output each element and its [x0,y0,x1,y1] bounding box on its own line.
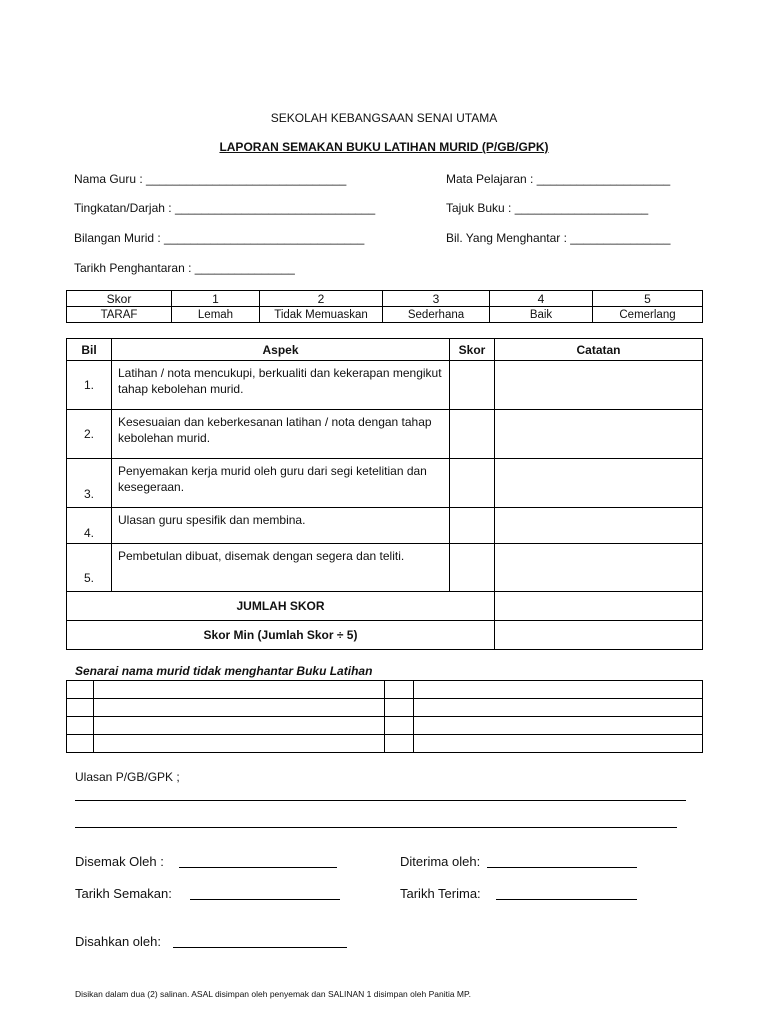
list-number-cell[interactable] [385,735,414,753]
disahkan-label: Disahkan oleh: [75,934,161,949]
row-catatan-cell[interactable] [495,361,703,410]
list-item [67,681,703,699]
tarikh-semakan-line[interactable] [190,899,340,900]
ulasan-line-2[interactable] [75,827,677,828]
disemak-line[interactable] [179,867,337,868]
scale-header-taraf: TARAF [67,307,172,323]
list-item [67,699,703,717]
list-number-cell[interactable] [385,717,414,735]
nama-guru-field[interactable]: Nama Guru : ______________________________ [74,172,347,186]
list-name-cell[interactable] [94,699,385,717]
skor-min-value-cell[interactable] [495,621,703,650]
row-aspek: Pembetulan dibuat, disemak dengan segera dan teliti. [112,544,450,592]
table-row [67,361,703,410]
scale-score-5: 5 [593,291,703,307]
table-row [67,410,703,459]
col-skor: Skor [450,339,495,361]
tarikh-penghantaran-field[interactable]: Tarikh Penghantaran : _______________ [74,261,295,275]
list-item [67,717,703,735]
table-row [67,544,703,592]
scale-label-sederhana: Sederhana [383,307,490,323]
tingkatan-field[interactable]: Tingkatan/Darjah : ______________________________ [74,201,376,215]
ulasan-label: Ulasan P/GB/GPK ; [75,770,180,784]
ulasan-line-1[interactable] [75,800,686,801]
col-aspek: Aspek [112,339,450,361]
list-number-cell[interactable] [67,717,94,735]
jumlah-skor-label: JUMLAH SKOR [67,592,495,621]
diterima-line[interactable] [487,867,637,868]
mata-pelajaran-field[interactable]: Mata Pelajaran : ____________________ [446,172,671,186]
scale-score-4: 4 [490,291,593,307]
scale-header-skor: Skor [67,291,172,307]
student-list-table [66,680,703,753]
list-number-cell[interactable] [67,735,94,753]
bil-menghantar-field[interactable]: Bil. Yang Menghantar : _______________ [446,231,671,245]
list-name-cell[interactable] [94,717,385,735]
list-item [67,735,703,753]
tarikh-semakan-label: Tarikh Semakan: [75,886,172,901]
score-scale-table [66,290,703,323]
scale-score-3: 3 [383,291,490,307]
list-name-cell[interactable] [94,735,385,753]
row-catatan-cell[interactable] [495,544,703,592]
row-catatan-cell[interactable] [495,410,703,459]
list-number-cell[interactable] [67,681,94,699]
form-title: LAPORAN SEMAKAN BUKU LATIHAN MURID (P/GB/GPK) [219,140,549,154]
row-bil: 5. [67,544,112,592]
scale-score-2: 2 [260,291,383,307]
tajuk-buku-field[interactable]: Tajuk Buku : ____________________ [446,201,649,215]
list-name-cell[interactable] [94,681,385,699]
row-bil: 2. [67,410,112,459]
row-skor-cell[interactable] [450,459,495,508]
list-number-cell[interactable] [385,699,414,717]
school-name: SEKOLAH KEBANGSAAN SENAI UTAMA [270,111,498,125]
row-aspek: Kesesuaian dan keberkesanan latihan / nota dengan tahap kebolehan murid. [112,410,450,459]
row-aspek: Penyemakan kerja murid oleh guru dari segi ketelitian dan kesegeraan. [112,459,450,508]
row-skor-cell[interactable] [450,508,495,544]
list-number-cell[interactable] [385,681,414,699]
row-bil: 1. [67,361,112,410]
col-bil: Bil [67,339,112,361]
list-name-cell[interactable] [414,699,703,717]
disahkan-line[interactable] [173,947,347,948]
col-catatan: Catatan [495,339,703,361]
scale-label-baik: Baik [490,307,593,323]
row-catatan-cell[interactable] [495,508,703,544]
scale-label-cemerlang: Cemerlang [593,307,703,323]
row-bil: 4. [67,508,112,544]
scale-label-lemah: Lemah [172,307,260,323]
scale-score-1: 1 [172,291,260,307]
disemak-label: Disemak Oleh : [75,854,164,869]
list-name-cell[interactable] [414,717,703,735]
list-name-cell[interactable] [414,735,703,753]
jumlah-skor-value-cell[interactable] [495,592,703,621]
list-name-cell[interactable] [414,681,703,699]
tarikh-terima-line[interactable] [496,899,637,900]
row-skor-cell[interactable] [450,544,495,592]
student-list-title: Senarai nama murid tidak menghantar Buku Latihan [75,664,373,678]
list-number-cell[interactable] [67,699,94,717]
row-aspek: Ulasan guru spesifik dan membina. [112,508,450,544]
row-skor-cell[interactable] [450,410,495,459]
row-skor-cell[interactable] [450,361,495,410]
scale-label-tidak-memuaskan: Tidak Memuaskan [260,307,383,323]
table-row [67,459,703,508]
skor-min-label: Skor Min (Jumlah Skor ÷ 5) [67,621,495,650]
table-row [67,508,703,544]
row-aspek: Latihan / nota mencukupi, berkualiti dan kekerapan mengikut tahap kebolehan murid. [112,361,450,410]
bilangan-murid-field[interactable]: Bilangan Murid : ______________________________ [74,231,365,245]
footer-note: Disikan dalam dua (2) salinan. ASAL disimpan oleh penyemak dan SALINAN 1 disimpan oleh Panitia MP. [75,989,471,999]
tarikh-terima-label: Tarikh Terima: [400,886,481,901]
aspect-table [66,338,703,650]
row-catatan-cell[interactable] [495,459,703,508]
diterima-label: Diterima oleh: [400,854,481,869]
row-bil: 3. [67,459,112,508]
